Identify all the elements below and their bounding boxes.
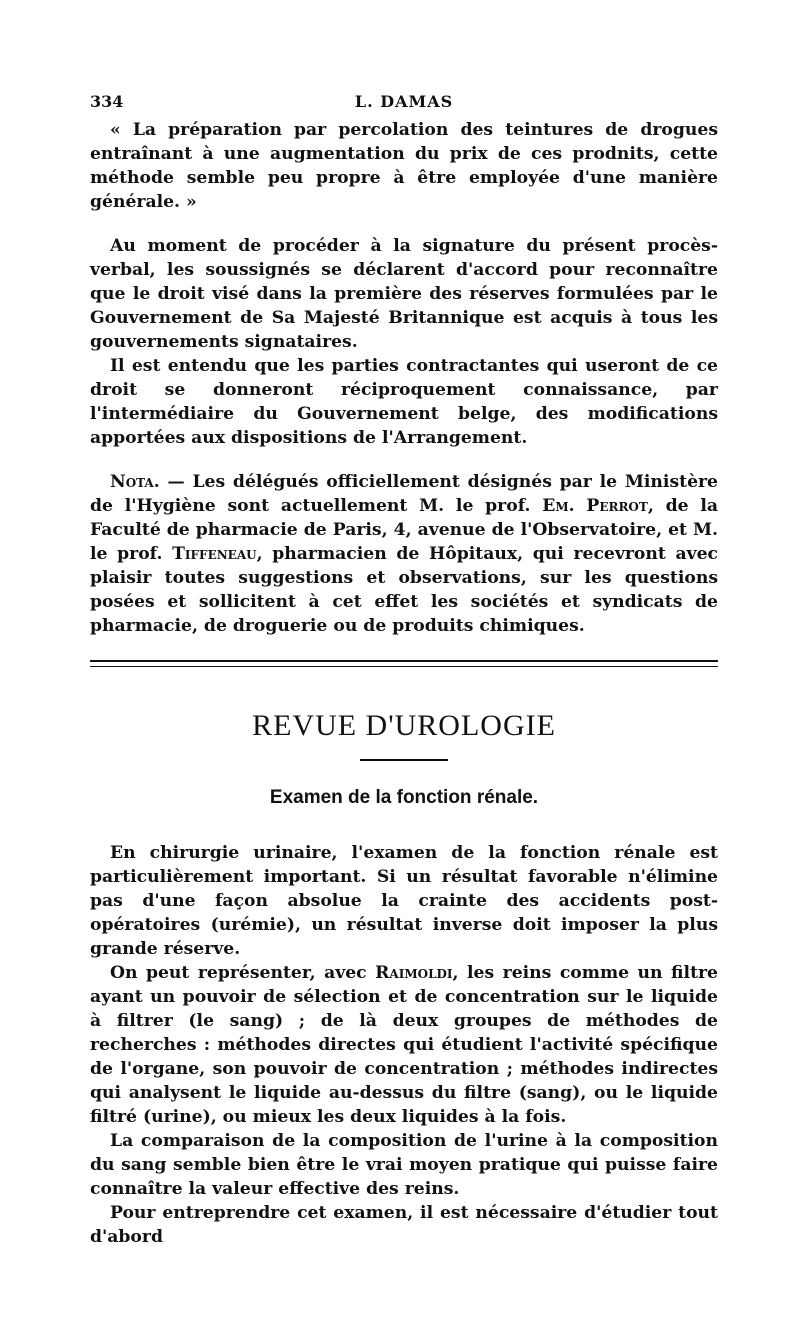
article-body (90, 841, 718, 1249)
body-paragraph: La comparaison de la composition de l'urine à la composition du sang semble bien être le vrai moyen pratique qui puisse faire connaître la valeur effective des reins. (90, 1131, 718, 1199)
body-paragraph: En chirurgie urinaire, l'examen de la fonction rénale est particulièrement important. Si un résultat favorable n'élimine pas d'une façon absolue la crainte des accidents post-opératoires (urémie), un résultat inverse doit imposer la plus grande réserve. (90, 843, 718, 959)
person-name: Em. Perrot (542, 496, 648, 516)
page-header (90, 92, 718, 118)
person-name: Raimoldi (375, 963, 453, 983)
nota-paragraph (90, 470, 718, 638)
body-paragraph: Pour entreprendre cet examen, il est nécessaire d'étudier tout d'abord (90, 1203, 718, 1247)
page-number: 334 (90, 92, 124, 111)
nota-text: — Les délégués officiellement désignés par le Ministère de l'Hygiène sont actuellement M. le prof. (90, 472, 718, 516)
section-title: REVUE D'UROLOGIE (252, 709, 556, 742)
running-head: L. DAMAS (354, 92, 454, 111)
body-paragraph: Au moment de procéder à la signature du présent procès-verbal, les soussignés se déclarent d'accord pour reconnaître que le droit visé dans la première des réserves formulées par le Gouvernement de Sa Majesté Britannique est acquis à tous les gouvernements signataires. (90, 236, 718, 352)
body-paragraph: Il est entendu que les parties contractantes qui useront de ce droit se donneront réciproquement connaissance, par l'intermédiaire du Gouvernement belge, des modifications apportées aux dispositions de l'Arrangement. (90, 356, 718, 448)
paragraph-text: , les reins comme un filtre ayant un pouvoir de sélection et de concentration sur le liquide à filtrer (le sang) ; de là deux groupes de méthodes de recherches : méthodes directes qui étudient l'activité spécifique de l'organe, son pouvoir de concentration ; méthodes indirectes qui analysent le liquide au-dessus du filtre (sang), ou le liquide filtré (urine), ou mieux les deux liquides à la fois. (90, 963, 718, 1127)
title-rule (360, 759, 448, 761)
nota-text: , de la Faculté de pharmacie de Paris, 4, avenue de l'Observatoire, et M. le prof. (90, 496, 719, 564)
nota-label: Nota. (110, 472, 160, 492)
nota-text: , pharmacien de Hôpitaux, qui recevront avec plaisir toutes suggestions et observations, sur les questions posées et sollicitent à cet effet les sociétés et syndicats de pharmacie, de droguerie ou de produits chimiques. (90, 544, 719, 636)
page (90, 92, 718, 1249)
quote-paragraph: « La préparation par percolation des teintures de drogues entraînant à une augmentation du prix de ces prodnits, cette méthode semble peu propre à être employée d'une manière générale. » (90, 120, 718, 212)
person-name: Tiffeneau (172, 544, 257, 564)
paragraph-text: On peut représenter, avec (110, 963, 376, 983)
section-divider (90, 660, 718, 667)
article-title: Examen de la fonction rénale. (269, 787, 539, 808)
body-paragraph (90, 961, 718, 1129)
